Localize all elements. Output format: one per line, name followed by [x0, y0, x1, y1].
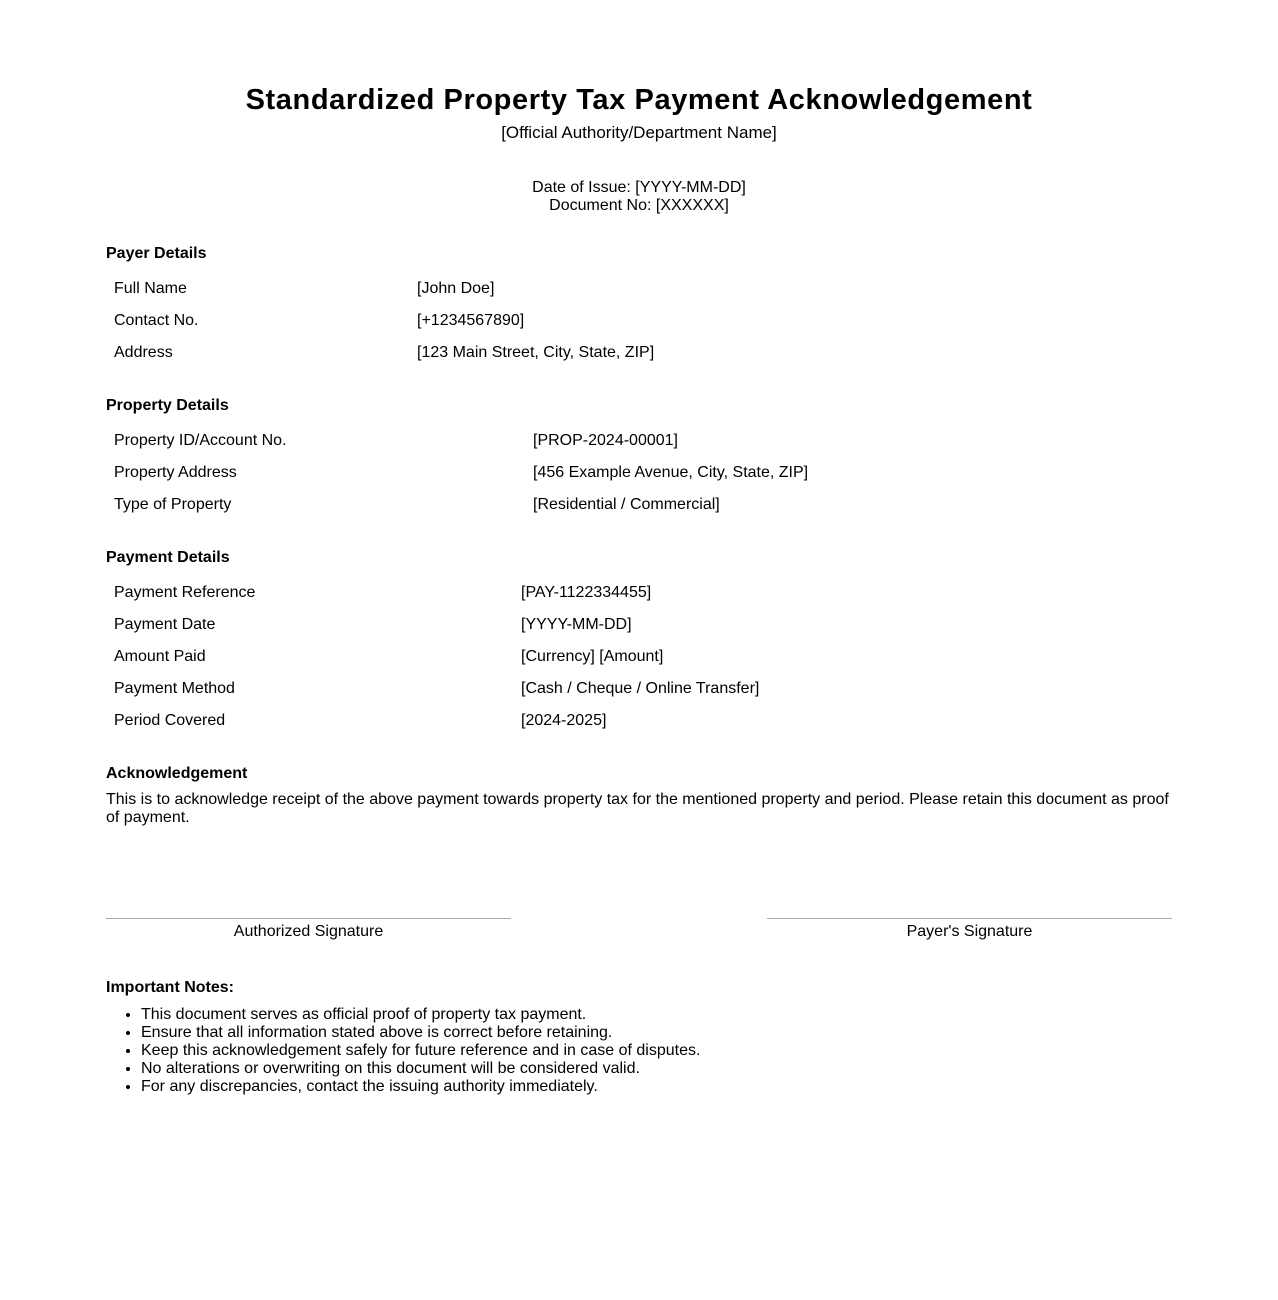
field-value: [John Doe] — [417, 280, 495, 297]
field-label: Contact No. — [114, 312, 199, 329]
list-item: • This document serves as official proof of property tax payment. — [141, 1006, 700, 1024]
field-label: Property Address — [114, 464, 237, 481]
field-label: Full Name — [114, 280, 187, 297]
field-value: [YYYY-MM-DD] — [521, 616, 632, 633]
date-of-issue: Date of Issue: [YYYY-MM-DD] — [532, 179, 746, 196]
field-value: [+1234567890] — [417, 312, 525, 329]
field-value: [Currency] [Amount] — [521, 648, 664, 665]
field-value: [PROP-2024-00001] — [533, 432, 678, 449]
field-label: Address — [114, 344, 173, 361]
field-label: Payment Method — [114, 680, 235, 697]
acknowledgement-text: This is to acknowledge receipt of the above payment towards property tax for the mentioned property and period. Please retain this document as proof of payment. — [106, 791, 1169, 826]
document-meta — [0, 179, 1278, 215]
important-notes-list — [106, 1006, 700, 1096]
payer-details-heading: Payer Details — [106, 245, 207, 262]
signature-line — [767, 918, 1172, 919]
authority-name: [Official Authority/Department Name] — [501, 123, 777, 142]
list-item: • No alterations or overwriting on this document will be considered valid. — [141, 1060, 700, 1078]
field-label: Payment Date — [114, 616, 216, 633]
important-notes-heading: Important Notes: — [106, 979, 234, 996]
field-value: [Residential / Commercial] — [533, 496, 720, 513]
acknowledgement-heading: Acknowledgement — [106, 765, 248, 782]
list-item: • For any discrepancies, contact the issuing authority immediately. — [141, 1078, 700, 1096]
list-item: • Keep this acknowledgement safely for future reference and in case of disputes. — [141, 1042, 700, 1060]
field-label: Property ID/Account No. — [114, 432, 287, 449]
payer-signature-label: Payer's Signature — [906, 923, 1033, 940]
payer-signature-block — [767, 918, 1172, 941]
field-value: [PAY-1122334455] — [521, 584, 652, 601]
field-value: [2024-2025] — [521, 712, 607, 729]
field-value: [456 Example Avenue, City, State, ZIP] — [533, 464, 809, 481]
field-value: [Cash / Cheque / Online Transfer] — [521, 680, 760, 697]
payment-details-heading: Payment Details — [106, 549, 230, 566]
field-label: Type of Property — [114, 496, 232, 513]
field-value: [123 Main Street, City, State, ZIP] — [417, 344, 655, 361]
authorized-signature-block — [106, 918, 511, 941]
list-item: • Ensure that all information stated above is correct before retaining. — [141, 1024, 700, 1042]
field-label: Period Covered — [114, 712, 226, 729]
authorized-signature-label: Authorized Signature — [233, 923, 384, 940]
signature-line — [106, 918, 511, 919]
field-label: Amount Paid — [114, 648, 206, 665]
document-number: Document No: [XXXXXX] — [549, 197, 729, 214]
document-title: Standardized Property Tax Payment Acknowledgement — [245, 84, 1033, 116]
property-details-heading: Property Details — [106, 397, 229, 414]
field-label: Payment Reference — [114, 584, 256, 601]
